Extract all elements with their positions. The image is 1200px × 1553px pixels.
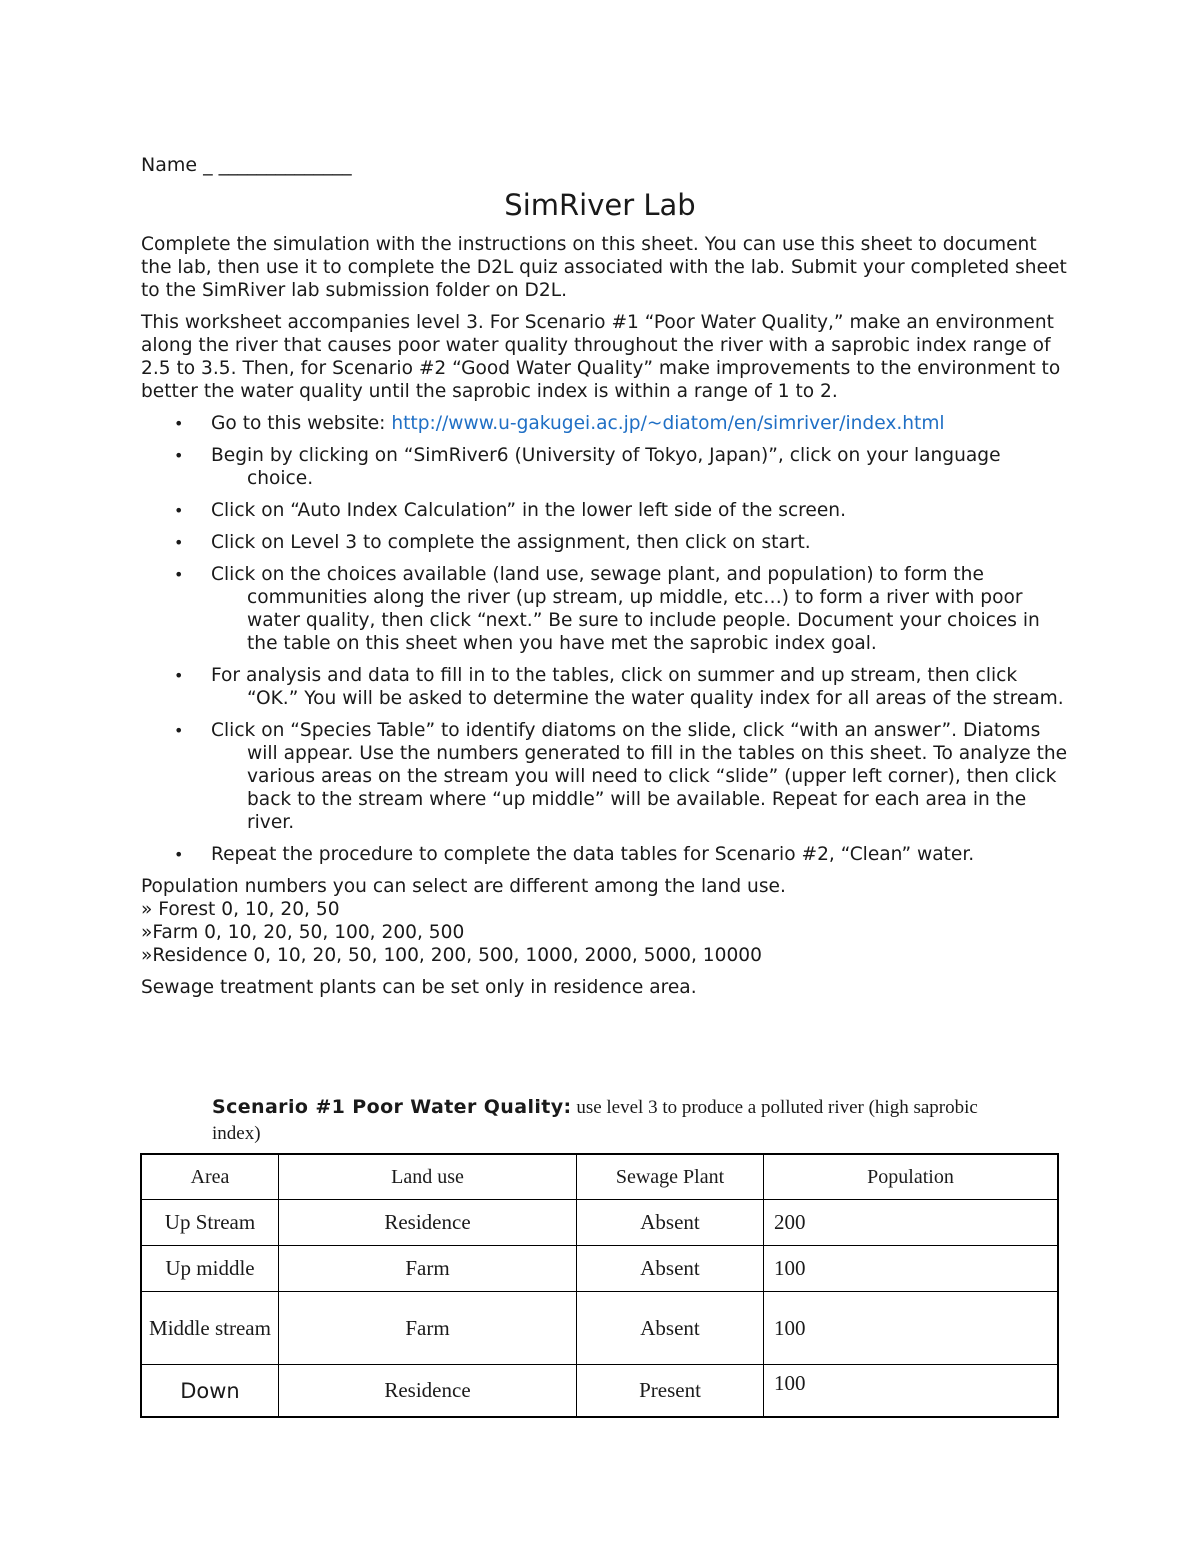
bullet-icon: • [174,414,184,433]
population-intro: Population numbers you can select are different among the land use. [141,876,786,897]
scenario-1-description: use level 3 to produce a polluted river (high saprobic index) [212,1097,978,1144]
cell-population: 100 [764,1292,1059,1365]
step-text: Click on “Species Table” to identify diatoms on the slide, click “with an answer”. Diatoms will appear. Use the numbers generated to fill in the tables on this sheet. To analyze the various areas on the stream you will need to click “slide” (upper left corner), then click back to the stream where “up middle” will be available. Repeat for each area in the river. [211,720,1068,833]
cell-land-use: Farm [279,1292,577,1365]
population-forest: » Forest 0, 10, 20, 50 [141,899,340,920]
step-item [141,843,1071,866]
website-link[interactable]: http://www.u-gakugei.ac.jp/~diatom/en/simriver/index.html [391,413,945,434]
step-text: Go to this website: [211,413,392,434]
cell-land-use: Farm [279,1246,577,1292]
intro-paragraph-2: This worksheet accompanies level 3. For Scenario #1 “Poor Water Quality,” make an environment along the river that causes poor water quality throughout the river with a saprobic index range of 2.5 to 3.5. Then, for Scenario #2 “Good Water Quality” make improvements to the environment to better the water quality until the saprobic index is within a range of 1 to 2. [141,312,1061,402]
cell-population: 100 [764,1365,1059,1418]
scenario-1-table [140,1153,1059,1418]
cell-area: Down [141,1365,279,1418]
header-land-use: Land use [279,1154,577,1200]
bullet-icon: • [174,565,184,584]
cell-sewage: Absent [577,1292,764,1365]
bullet-icon: • [174,845,184,864]
table-header-row [141,1154,1058,1200]
step-text: Begin by clicking on “SimRiver6 (University of Tokyo, Japan)”, click on your language choice. [211,445,1001,489]
bullet-icon: • [174,721,184,740]
step-item [141,412,1071,435]
step-text: For analysis and data to fill in to the tables, click on summer and up stream, then click “OK.” You will be asked to determine the water quality index for all areas of the stream. [211,665,1064,709]
step-item [141,719,1071,834]
header-sewage-plant: Sewage Plant [577,1154,764,1200]
population-options [141,875,1071,999]
header-population: Population [764,1154,1059,1200]
step-item [141,531,1071,554]
table-row [141,1365,1058,1418]
cell-land-use: Residence [279,1200,577,1246]
cell-sewage: Absent [577,1246,764,1292]
bullet-icon: • [174,501,184,520]
step-item [141,499,1071,522]
sewage-note: Sewage treatment plants can be set only in residence area. [141,977,697,998]
bullet-icon: • [174,446,184,465]
population-residence: »Residence 0, 10, 20, 50, 100, 200, 500, 1000, 2000, 5000, 10000 [141,945,762,966]
intro-paragraph-1: Complete the simulation with the instructions on this sheet. You can use this sheet to document the lab, then use it to complete the D2L quiz associated with the lab. Submit your completed sheet to the SimRiver lab submission folder on D2L. [141,234,1067,301]
table-row [141,1292,1058,1365]
steps-list [141,412,1071,866]
step-text: Repeat the procedure to complete the data tables for Scenario #2, “Clean” water. [211,844,975,865]
cell-area: Up Stream [141,1200,279,1246]
cell-sewage: Absent [577,1200,764,1246]
bullet-icon: • [174,666,184,685]
bullet-icon: • [174,533,184,552]
table-row [141,1246,1058,1292]
cell-sewage: Present [577,1365,764,1418]
page-title: SimRiver Lab [504,188,696,222]
cell-area: Up middle [141,1246,279,1292]
instructions-body [141,233,1071,999]
step-item [141,444,1071,490]
cell-population: 100 [764,1246,1059,1292]
step-text: Click on “Auto Index Calculation” in the lower left side of the screen. [211,500,846,521]
step-text: Click on the choices available (land use, sewage plant, and population) to form the communities along the river (up stream, up middle, etc…) to form a river with poor water quality, then click “next.” Be sure to include people. Document your choices in the table on this sheet when you have met the saprobic index goal. [211,564,1040,654]
cell-area: Middle stream [141,1292,279,1365]
population-farm: »Farm 0, 10, 20, 50, 100, 200, 500 [141,922,465,943]
step-item [141,664,1071,710]
cell-population: 200 [764,1200,1059,1246]
header-area: Area [141,1154,279,1200]
step-text: Click on Level 3 to complete the assignment, then click on start. [211,532,811,553]
scenario-1-label: Scenario #1 Poor Water Quality: [212,1096,572,1118]
table-row [141,1200,1058,1246]
step-item [141,563,1071,655]
cell-land-use: Residence [279,1365,577,1418]
scenario-1-heading [212,1095,1012,1147]
name-line: Name _ ______________ [141,154,352,176]
